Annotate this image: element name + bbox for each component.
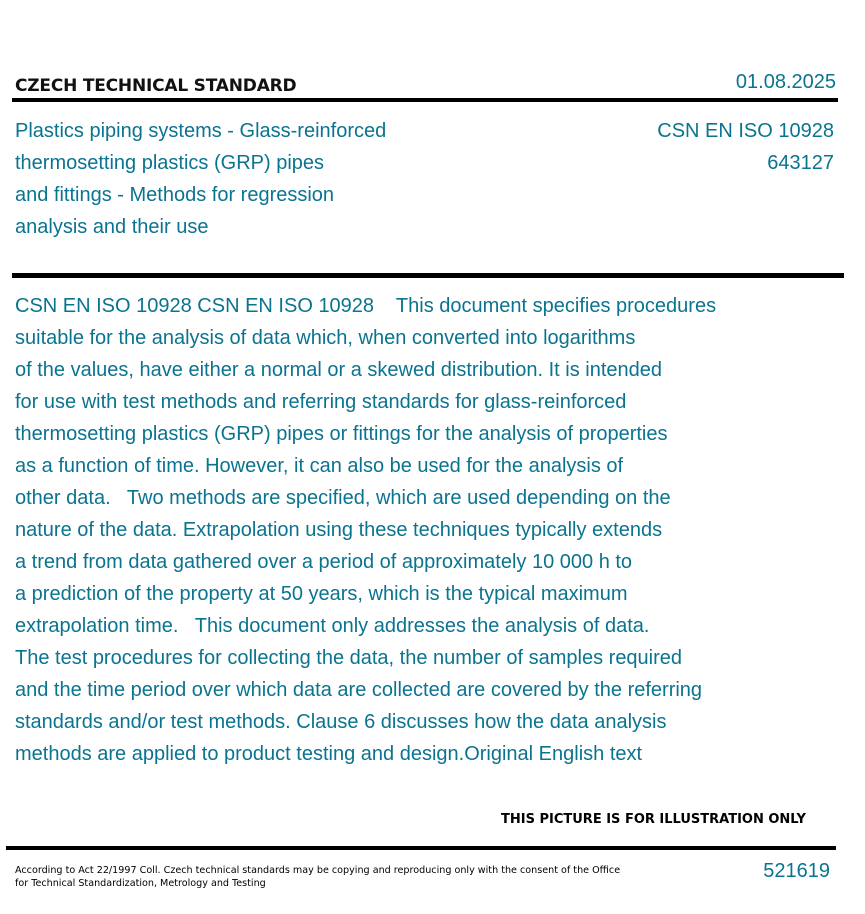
standard-title: [15, 115, 485, 243]
header-divider: [12, 98, 838, 102]
title-line: and fittings - Methods for regression: [15, 184, 335, 206]
copyright-notice: [15, 864, 621, 890]
copyright-line: for Technical Standardization, Metrology and Testing: [15, 878, 266, 889]
abstract-line: for use with test methods and referring standards for glass-reinforced: [15, 391, 627, 413]
document-type-label: CZECH TECHNICAL STANDARD: [15, 76, 297, 96]
title-line: Plastics piping systems - Glass-reinforced: [15, 120, 387, 142]
abstract-line: suitable for the analysis of data which, when converted into logarithms: [15, 327, 636, 349]
abstract-text: [15, 290, 835, 770]
abstract-line: nature of the data. Extrapolation using these techniques typically extends: [15, 519, 663, 541]
publication-date: 01.08.2025: [735, 71, 836, 93]
abstract-line: a trend from data gathered over a period of approximately 10 000 h to: [15, 551, 633, 573]
footer-divider: [6, 846, 836, 850]
class-number: 643127: [767, 152, 834, 174]
abstract-line: standards and/or test methods. Clause 6 discusses how the data analysis: [15, 711, 667, 733]
abstract-line: The test procedures for collecting the data, the number of samples required: [15, 647, 683, 669]
abstract-line: other data. Two methods are specified, which are used depending on the: [15, 487, 671, 509]
abstract-line: methods are applied to product testing and design.Original English text: [15, 743, 643, 765]
document-id: 521619: [763, 860, 830, 882]
abstract-line: a prediction of the property at 50 years, which is the typical maximum: [15, 583, 628, 605]
abstract-line: extrapolation time. This document only addresses the analysis of data.: [15, 615, 650, 637]
abstract-line: and the time period over which data are collected are covered by the referring: [15, 679, 703, 701]
standard-number: CSN EN ISO 10928: [657, 120, 834, 142]
title-divider: [12, 273, 844, 278]
abstract-line: of the values, have either a normal or a skewed distribution. It is intended: [15, 359, 663, 381]
illustration-disclaimer: THIS PICTURE IS FOR ILLUSTRATION ONLY: [501, 812, 806, 827]
abstract-line: CSN EN ISO 10928 CSN EN ISO 10928 This document specifies procedures: [15, 295, 717, 317]
title-line: analysis and their use: [15, 216, 209, 238]
abstract-line: thermosetting plastics (GRP) pipes or fittings for the analysis of properties: [15, 423, 668, 445]
title-line: thermosetting plastics (GRP) pipes: [15, 152, 325, 174]
abstract-line: as a function of time. However, it can also be used for the analysis of: [15, 455, 624, 477]
standard-codes: [657, 115, 834, 179]
copyright-line: According to Act 22/1997 Coll. Czech technical standards may be copying and reproducing only with the consent of the Office: [15, 865, 621, 876]
